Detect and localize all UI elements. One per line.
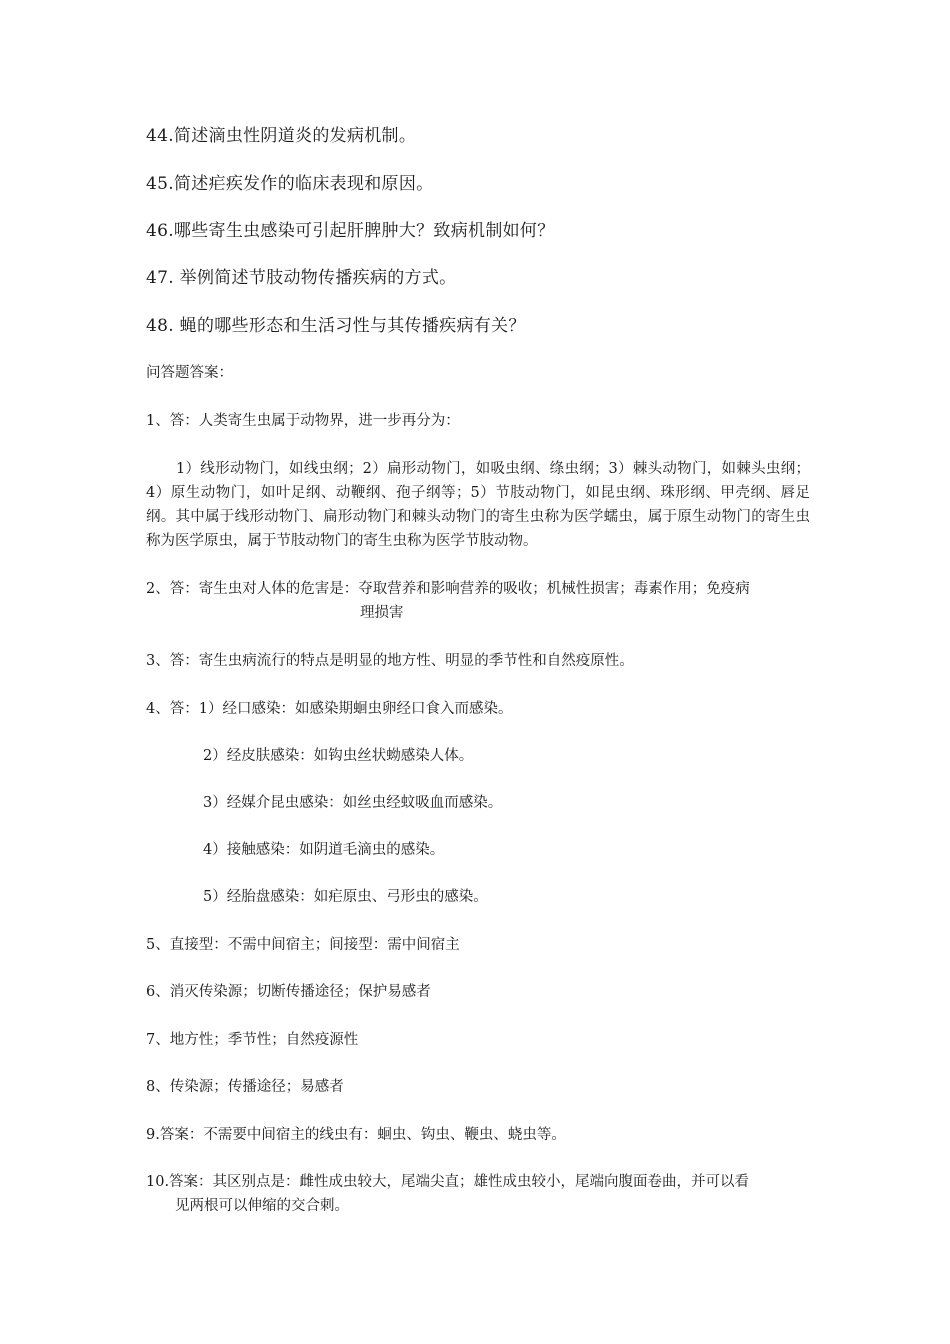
answer-8: 8、传染源；传播途径；易感者 bbox=[146, 1079, 344, 1095]
answer-1-intro: 1、答：人类寄生虫属于动物界，进一步再分为： bbox=[146, 413, 460, 429]
answer-4-item-2: 2）经皮肤感染：如钩虫丝状蚴感染人体。 bbox=[203, 748, 474, 764]
answer-5: 5、直接型：不需中间宿主；间接型：需中间宿主 bbox=[146, 937, 460, 953]
answer-10-line-1: 10.答案：其区别点是：雌性成虫较大，尾端尖直；雄性成虫较小，尾端向腹面卷曲，并可以看 bbox=[146, 1174, 750, 1190]
answer-4-item-3: 3）经媒介昆虫感染：如丝虫经蚊吸血而感染。 bbox=[203, 795, 503, 811]
answer-4-item-4: 4）接触感染：如阴道毛滴虫的感染。 bbox=[203, 842, 445, 858]
question-46: 46.哪些寄生虫感染可引起肝脾肿大？致病机制如何？ bbox=[146, 221, 555, 241]
question-47: 47. 举例简述节肢动物传播疾病的方式。 bbox=[146, 268, 457, 288]
question-44: 44.简述滴虫性阴道炎的发病机制。 bbox=[146, 126, 417, 146]
answer-9: 9.答案：不需要中间宿主的线虫有：蛔虫、钩虫、鞭虫、蛲虫等。 bbox=[146, 1127, 566, 1143]
answers-heading: 问答题答案： bbox=[146, 365, 233, 381]
answer-4-item-5: 5）经胎盘感染：如疟原虫、弓形虫的感染。 bbox=[203, 889, 488, 905]
answer-6: 6、消灭传染源；切断传播途径；保护易感者 bbox=[146, 984, 431, 1000]
answer-2-line-1: 2、答：寄生虫对人体的危害是：夺取营养和影响营养的吸收；机械性损害；毒素作用；免疫病 bbox=[146, 581, 750, 597]
answer-1-detail: 1）线形动物门，如线虫纲；2）扁形动物门，如吸虫纲、绦虫纲；3）棘头动物门，如棘头虫纲；4）原生动物门，如叶足纲、动鞭纲、孢子纲等；5）节肢动物门，如昆虫纲、珠形纲、甲壳纲、唇足纲。其中属于线形动物门、扁形动物门和棘头动物门的寄生虫称为医学蠕虫，属于原生动物门的寄生虫称为医学原虫，属于节肢动物门的寄生虫称为医学节肢动物。 bbox=[146, 461, 810, 549]
question-45: 45.简述疟疾发作的临床表现和原因。 bbox=[146, 174, 434, 194]
answer-10-line-2: 见两根可以伸缩的交合刺。 bbox=[175, 1198, 349, 1214]
question-48: 48. 蝇的哪些形态和生活习性与其传播疾病有关？ bbox=[146, 316, 526, 336]
answer-7: 7、地方性；季节性；自然疫源性 bbox=[146, 1032, 359, 1048]
answer-3: 3、答：寄生虫病流行的特点是明显的地方性、明显的季节性和自然疫原性。 bbox=[146, 653, 634, 669]
answer-4-item-1: 4、答：1）经口感染：如感染期蛔虫卵经口食入而感染。 bbox=[146, 701, 513, 717]
answer-2-line-2: 理损害 bbox=[360, 605, 404, 621]
